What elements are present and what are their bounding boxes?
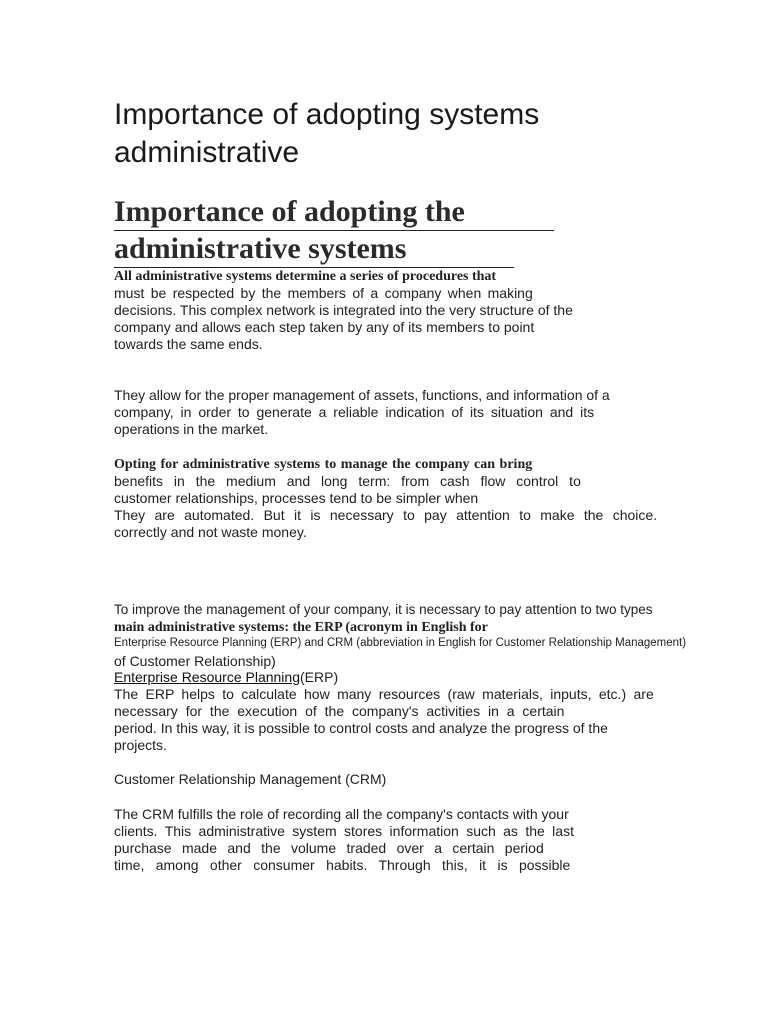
crm-heading: Customer Relationship Management (CRM) [114, 771, 387, 787]
section-heading-line-2: administrative systems [114, 231, 514, 268]
para3-line-3: customer relationships, processes tend to be simpler when [114, 490, 479, 506]
crm-line-4: time, among other consumer habits. Through this, it is possible [114, 857, 571, 873]
para3-line-2: benefits in the medium and long term: from cash flow control to [114, 473, 581, 489]
para1-line-5: towards the same ends. [114, 336, 263, 352]
erp-suffix: (ERP) [300, 669, 339, 685]
crm-line-1: The CRM fulfills the role of recording all the company's contacts with your [114, 806, 569, 822]
section-heading [114, 194, 554, 268]
erp-line-3: period. In this way, it is possible to control costs and analyze the progress of the [114, 720, 608, 736]
crm-line-2: clients. This administrative system stores information such as the last [114, 823, 574, 839]
para4-line-3: Enterprise Resource Planning (ERP) and CRM (abbreviation in English for Customer Relationship Management) [114, 637, 687, 649]
para1-lead: All administrative systems determine a series of procedures that [114, 269, 497, 284]
document-title-line-1: Importance of adopting systems [114, 98, 540, 131]
document-title-line-2: administrative [114, 136, 300, 169]
erp-heading [114, 669, 338, 686]
document-title [114, 96, 539, 172]
para4-line-2: main administrative systems: the ERP (acronym in English for [114, 620, 488, 635]
erp-line-2: necessary for the execution of the company's activities in a certain [114, 703, 565, 719]
crm-line-3: purchase made and the volume traded over a certain period [114, 840, 544, 856]
para1-line-3: decisions. This complex network is integrated into the very structure of the [114, 302, 573, 318]
para1-line-4: company and allows each step taken by any of its members to point [114, 319, 535, 335]
para2-line-3: operations in the market. [114, 421, 269, 437]
para2-line-1: They allow for the proper management of assets, functions, and information of a [114, 387, 610, 403]
erp-line-1: The ERP helps to calculate how many resources (raw materials, inputs, etc.) are [114, 686, 654, 702]
para3-line-5: correctly and not waste money. [114, 524, 307, 540]
para1-line-2: must be respected by the members of a company when making [114, 285, 533, 301]
section-heading-line-1: Importance of adopting the [114, 194, 554, 231]
para3-lead: Opting for administrative systems to manage the company can bring [114, 457, 533, 472]
para4-line-1: To improve the management of your company, it is necessary to pay attention to two types [114, 602, 653, 617]
erp-line-4: projects. [114, 737, 167, 753]
erp-link[interactable]: Enterprise Resource Planning [114, 669, 300, 685]
para3-line-4: They are automated. But it is necessary to pay attention to make the choice. [114, 507, 658, 523]
para4-line-4: of Customer Relationship) [114, 653, 276, 669]
para2-line-2: company, in order to generate a reliable indication of its situation and its [114, 404, 595, 420]
